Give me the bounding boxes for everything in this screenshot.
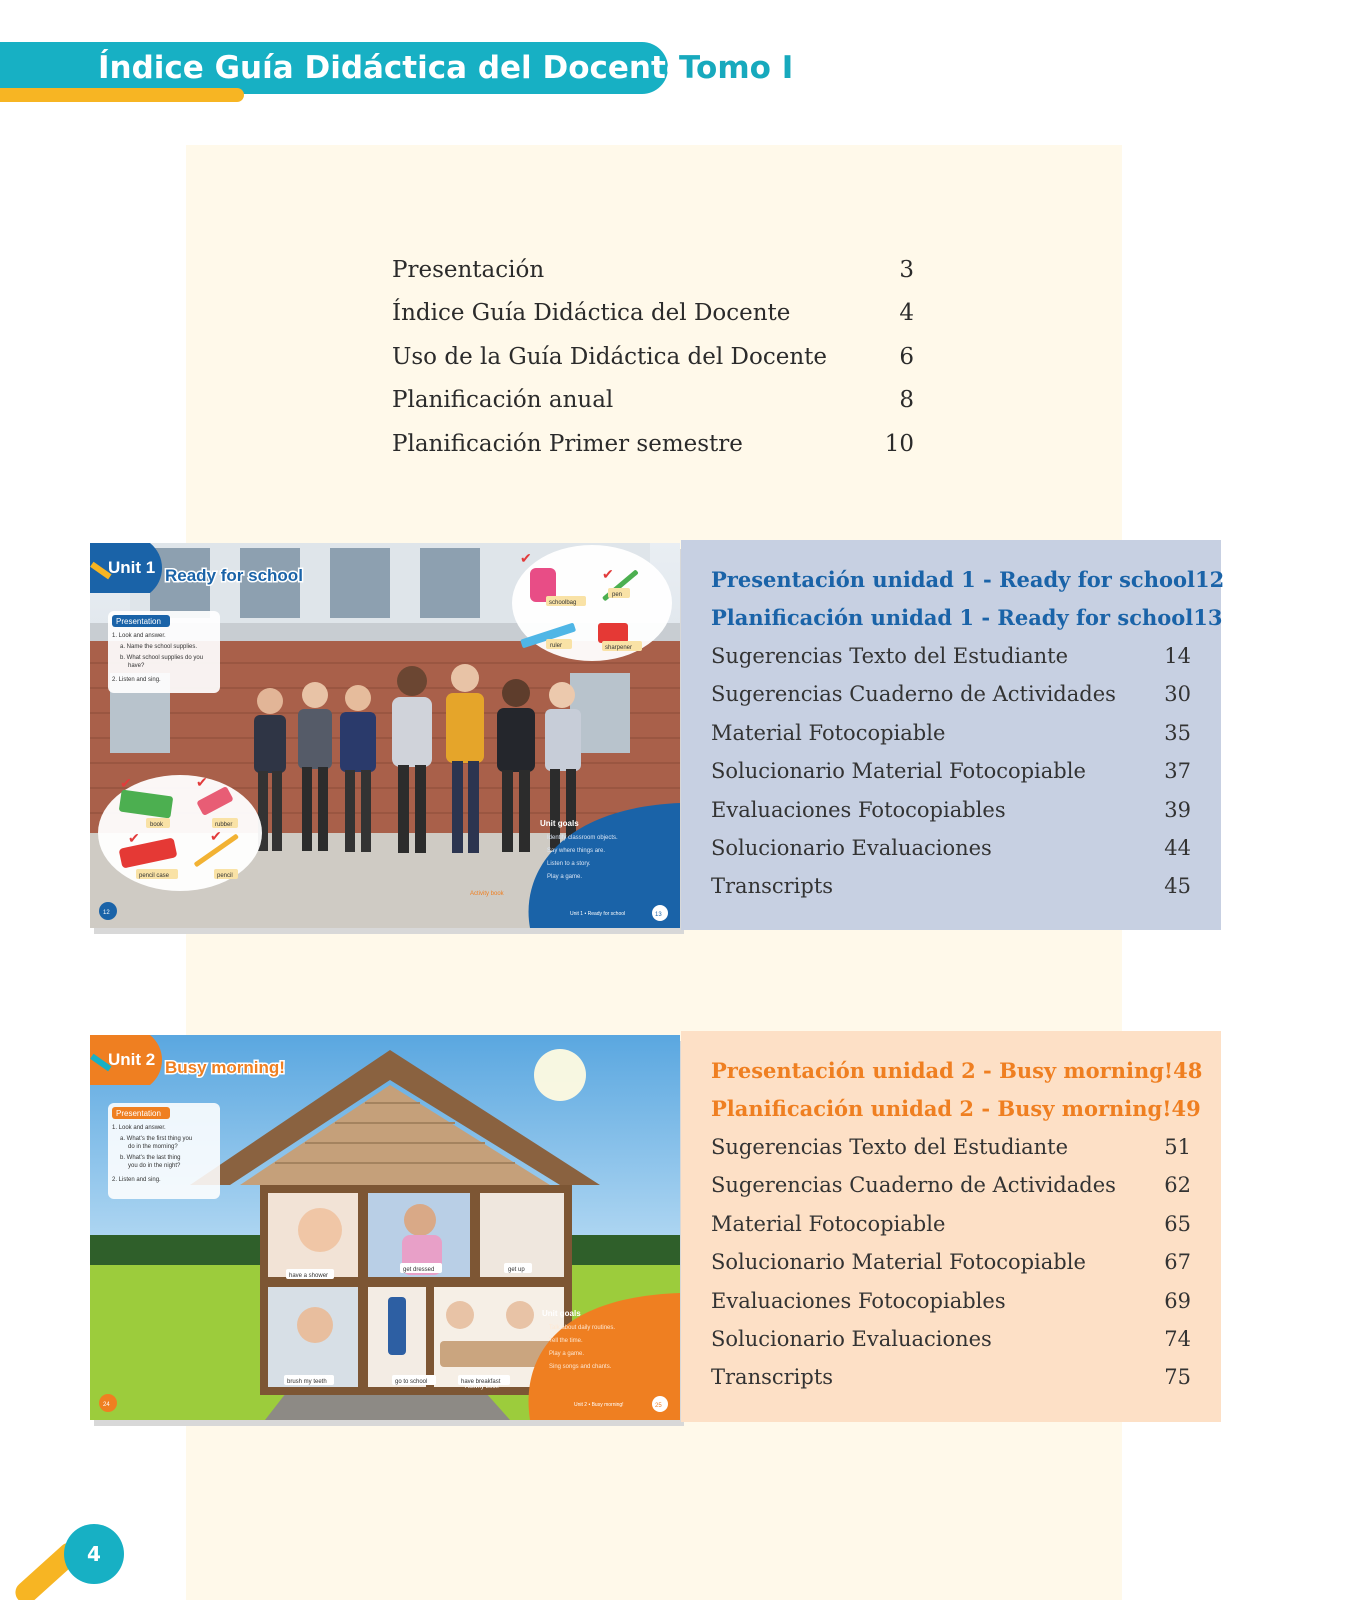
toc-entry-page: 69: [1164, 1288, 1191, 1313]
item-label: book: [150, 822, 164, 828]
check-icon: ✔: [196, 774, 208, 790]
spread-page-number: 12: [103, 910, 110, 916]
toc-entry-label: Material Fotocopiable: [711, 1211, 946, 1236]
toc-entry-label: Planificación unidad 1 - Ready for school: [711, 605, 1194, 631]
toc-entry-page: 13: [1193, 605, 1223, 631]
toc-entry-label: Transcripts: [711, 874, 834, 899]
unit1-toc-panel: [681, 540, 1225, 930]
toc-entry-page: 39: [1164, 797, 1191, 822]
instruction-line: have?: [128, 663, 145, 669]
toc-entry-page: 12: [1194, 566, 1225, 592]
intro-toc: [392, 248, 914, 466]
unit-goal: Say where things are.: [547, 848, 606, 854]
toc-entry[interactable]: [711, 1205, 1191, 1243]
toc-entry[interactable]: [711, 1051, 1203, 1089]
toc-entry[interactable]: [392, 379, 914, 423]
toc-entry-label: Planificación unidad 2 - Busy morning!: [711, 1096, 1172, 1122]
unit-goal: Sing songs and chants.: [549, 1364, 612, 1370]
unit-title: Ready for school: [165, 566, 303, 585]
instruction-line: 2. Listen and sing.: [112, 677, 161, 683]
check-icon: ✔: [128, 830, 140, 846]
item-label: pencil: [217, 873, 233, 879]
instruction-line: b. What's the last thing: [120, 1155, 181, 1161]
toc-entry-label: Sugerencias Texto del Estudiante: [711, 1134, 1069, 1159]
item-label: have breakfast: [461, 1379, 501, 1385]
toc-entry[interactable]: [711, 675, 1191, 713]
unit2-spread-image: [90, 1035, 680, 1420]
toc-entry-label: Transcripts: [711, 1365, 834, 1390]
toc-entry-page: 67: [1164, 1250, 1191, 1275]
toc-entry-page: 4: [899, 300, 914, 327]
unit-title: Busy morning!: [165, 1058, 285, 1077]
toc-entry-label: Solucionario Material Fotocopiable: [711, 759, 1086, 784]
toc-entry-label: Sugerencias Texto del Estudiante: [711, 643, 1069, 668]
sun-icon: [534, 1049, 586, 1101]
toc-entry[interactable]: [711, 1089, 1201, 1127]
item-label: pencil case: [139, 873, 170, 879]
toc-entry-page: 35: [1164, 720, 1191, 745]
toc-entry-label: Planificación anual: [392, 387, 614, 414]
instruction-line: b. What school supplies do you: [120, 655, 204, 661]
presentation-tag-text: Presentation: [116, 617, 161, 626]
toc-entry[interactable]: [711, 829, 1191, 867]
toc-entry[interactable]: [392, 248, 914, 292]
item-label: schoolbag: [549, 600, 577, 606]
toc-entry[interactable]: [711, 560, 1225, 598]
toc-entry[interactable]: [711, 752, 1191, 790]
instruction-line: a. Name the school supplies.: [120, 644, 198, 650]
toc-entry-label: Uso de la Guía Didáctica del Docente: [392, 343, 828, 370]
spread-page-number: 13: [655, 912, 662, 918]
item-label: pen: [612, 592, 623, 598]
item-label: go to school: [395, 1379, 428, 1385]
toc-entry-page: 75: [1164, 1365, 1191, 1390]
toc-entry-page: 30: [1164, 682, 1191, 707]
presentation-tag-text: Presentation: [116, 1109, 161, 1118]
toc-entry-label: Solucionario Material Fotocopiable: [711, 1250, 1086, 1275]
instruction-line: a. What's the first thing you: [120, 1136, 193, 1142]
check-icon: ✔: [120, 775, 132, 791]
toc-entry[interactable]: [711, 1128, 1191, 1166]
child-face: [298, 1208, 342, 1252]
toc-entry-page: 49: [1171, 1096, 1201, 1122]
toc-entry[interactable]: [711, 1281, 1191, 1319]
toc-entry[interactable]: [711, 714, 1191, 752]
item-label: rubber: [215, 822, 233, 828]
volume-label: Tomo I: [679, 50, 794, 86]
unit-label: Unit 2: [108, 1050, 156, 1069]
item-label: sharpener: [605, 645, 633, 651]
child-face: [446, 1301, 474, 1329]
toc-entry-page: 62: [1164, 1173, 1191, 1198]
instruction-line: 1. Look and answer.: [112, 1125, 166, 1131]
unit-goal: Play a game.: [549, 1351, 585, 1357]
toc-entry[interactable]: [711, 1358, 1191, 1396]
toc-entry-label: Sugerencias Cuaderno de Actividades: [711, 682, 1116, 707]
child-face: [297, 1307, 333, 1343]
toc-entry[interactable]: [711, 598, 1223, 636]
toc-entry-page: 3: [899, 256, 914, 283]
instruction-line: 1. Look and answer.: [112, 633, 166, 639]
toc-entry[interactable]: [711, 1320, 1191, 1358]
instruction-line: do in the morning?: [128, 1144, 178, 1150]
spread-page-number: 25: [655, 1403, 662, 1409]
toc-entry-label: Presentación: [392, 256, 545, 283]
page-number: 4: [87, 1542, 101, 1566]
toc-entry-page: 14: [1164, 643, 1191, 668]
toc-entry-page: 44: [1164, 835, 1191, 860]
unit-goal: Talk about daily routines.: [549, 1325, 616, 1331]
toc-entry-label: Planificación Primer semestre: [392, 430, 743, 457]
unit2-toc-panel: [681, 1031, 1221, 1422]
toc-entry[interactable]: [711, 1166, 1191, 1204]
toc-entry[interactable]: [711, 1243, 1191, 1281]
toc-entry-page: 45: [1164, 874, 1191, 899]
toc-entry-page: 65: [1164, 1211, 1191, 1236]
unit-goal: Play a game.: [547, 874, 583, 880]
check-icon: ✔: [210, 828, 222, 844]
unit-goals-title: Unit goals: [542, 1309, 581, 1318]
toc-entry-label: Evaluaciones Fotocopiables: [711, 797, 1006, 822]
toc-entry-page: 37: [1164, 759, 1191, 784]
item-label: get up: [508, 1267, 525, 1273]
unit-label: Unit 1: [108, 558, 156, 577]
toc-entry[interactable]: [392, 335, 914, 379]
toc-entry-page: 48: [1173, 1057, 1203, 1083]
toc-entry-label: Evaluaciones Fotocopiables: [711, 1288, 1006, 1313]
unit-goal: Identify classroom objects.: [547, 835, 618, 841]
spread-page-number: 24: [103, 1402, 110, 1408]
toc-entry[interactable]: [711, 790, 1191, 828]
item-label: ruler: [550, 643, 563, 649]
toc-entry-label: Índice Guía Didáctica del Docente: [392, 300, 791, 327]
unit-goal: Tell the time.: [549, 1338, 583, 1344]
page-title: Índice Guía Didáctica del Docente: [98, 50, 687, 86]
activity-book-label: Activity book: [470, 891, 504, 897]
activity-book-label: Activity book: [465, 1384, 499, 1390]
toc-entry-label: Sugerencias Cuaderno de Actividades: [711, 1173, 1116, 1198]
toc-entry-page: 74: [1164, 1326, 1191, 1351]
toc-entry-label: Material Fotocopiable: [711, 720, 946, 745]
toc-entry-page: 51: [1164, 1134, 1191, 1159]
spread-footer: Unit 1 • Ready for school: [570, 911, 626, 917]
instruction-line: you do in the night?: [128, 1163, 181, 1169]
toc-entry[interactable]: [392, 292, 914, 336]
check-icon: ✔: [602, 566, 614, 582]
spread-footer: Unit 2 • Busy morning!: [574, 1402, 624, 1408]
toc-entry-label: Solucionario Evaluaciones: [711, 835, 992, 860]
toc-entry-label: Solucionario Evaluaciones: [711, 1326, 992, 1351]
check-icon: ✔: [520, 550, 532, 566]
toc-entry-label: Presentación unidad 1 - Ready for school: [711, 566, 1195, 592]
child-face: [506, 1301, 534, 1329]
toc-entry-label: Presentación unidad 2 - Busy morning!: [711, 1057, 1174, 1083]
unit-goal: Listen to a story.: [547, 861, 591, 867]
toc-entry[interactable]: [711, 867, 1191, 905]
unit-goals-title: Unit goals: [540, 819, 579, 828]
sharpener-icon: [598, 623, 628, 643]
toc-entry[interactable]: [392, 422, 914, 466]
toc-entry[interactable]: [711, 637, 1191, 675]
toc-entry-page: 8: [899, 387, 914, 414]
toc-entry-page: 10: [884, 430, 914, 457]
toc-entry-page: 6: [899, 343, 914, 370]
person-head: [404, 1204, 436, 1236]
item-label: have a shower: [289, 1273, 329, 1279]
instruction-line: 2. Listen and sing.: [112, 1177, 161, 1183]
item-label: get dressed: [403, 1267, 435, 1273]
child-figure: [388, 1297, 406, 1355]
item-label: brush my teeth: [287, 1379, 327, 1385]
unit1-spread-image: [90, 543, 680, 928]
header-accent-stripe: [0, 88, 244, 102]
